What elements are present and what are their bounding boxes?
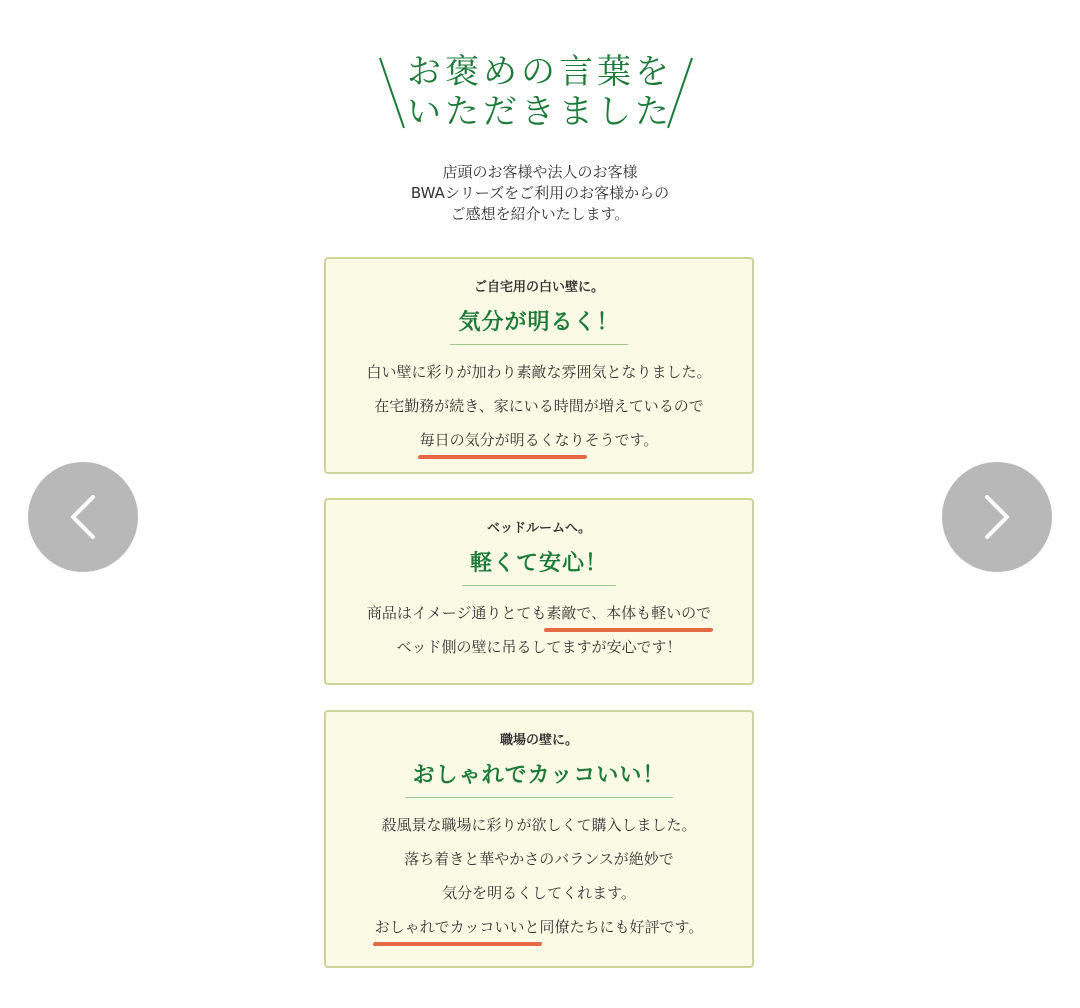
right-slash-decoration bbox=[664, 52, 694, 134]
testimonial-card bbox=[324, 257, 754, 474]
highlight-underline: おしゃれでカッコいいと bbox=[375, 910, 540, 944]
card-subtitle: ベッドルームへ。 bbox=[486, 521, 591, 536]
highlight-underline: 毎日の気分が明るくなり bbox=[420, 423, 585, 457]
testimonial-card bbox=[324, 498, 754, 685]
card-title: 軽くて安心！ bbox=[462, 546, 616, 586]
intro-line: BWAシリーズをご利用のお客様からの bbox=[410, 184, 670, 202]
card-body-line: 商品はイメージ通りとても素敵で、本体も軽いので bbox=[326, 596, 752, 630]
card-body-line: 白い壁に彩りが加わり素敵な雰囲気となりました。 bbox=[366, 363, 712, 381]
chevron-right-icon bbox=[942, 462, 1052, 572]
heading-line-2: いただきました bbox=[407, 92, 673, 132]
intro-text bbox=[290, 162, 790, 225]
card-body bbox=[326, 596, 752, 664]
card-subtitle: 職場の壁に。 bbox=[499, 733, 578, 748]
intro-line: 店頭のお客様や法人のお客様 bbox=[442, 163, 638, 181]
card-body-line: おしゃれでカッコいいと同僚たちにも好評です。 bbox=[326, 910, 752, 944]
card-body-line: 在宅勤務が続き、家にいる時間が増えているので bbox=[374, 397, 704, 415]
section-heading bbox=[330, 52, 750, 132]
card-body-line: 毎日の気分が明るくなりそうです。 bbox=[326, 423, 752, 457]
chevron-left-icon bbox=[28, 462, 138, 572]
highlight-underline: 素敵で、本体も軽いので bbox=[546, 596, 711, 630]
next-slide-button[interactable] bbox=[942, 462, 1052, 572]
card-subtitle: ご自宅用の白い壁に。 bbox=[473, 280, 604, 295]
card-body-line: 殺風景な職場に彩りが欲しくて購入しました。 bbox=[381, 816, 697, 834]
testimonial-card bbox=[324, 710, 754, 968]
card-body-line: ベッド側の壁に吊るしてますが安心です！ bbox=[396, 638, 682, 656]
card-title: おしゃれでカッコいい！ bbox=[405, 758, 674, 798]
card-body bbox=[326, 355, 752, 457]
prev-slide-button[interactable] bbox=[28, 462, 138, 572]
card-body-line: 気分を明るくしてくれます。 bbox=[442, 884, 636, 902]
card-body-line: 落ち着きと華やかさのバランスが絶妙で bbox=[404, 850, 674, 868]
card-body bbox=[326, 808, 752, 944]
card-title: 気分が明るく！ bbox=[450, 305, 627, 345]
intro-line: ご感想を紹介いたします。 bbox=[450, 205, 630, 223]
heading-line-1: お褒めの言葉を bbox=[407, 52, 673, 92]
